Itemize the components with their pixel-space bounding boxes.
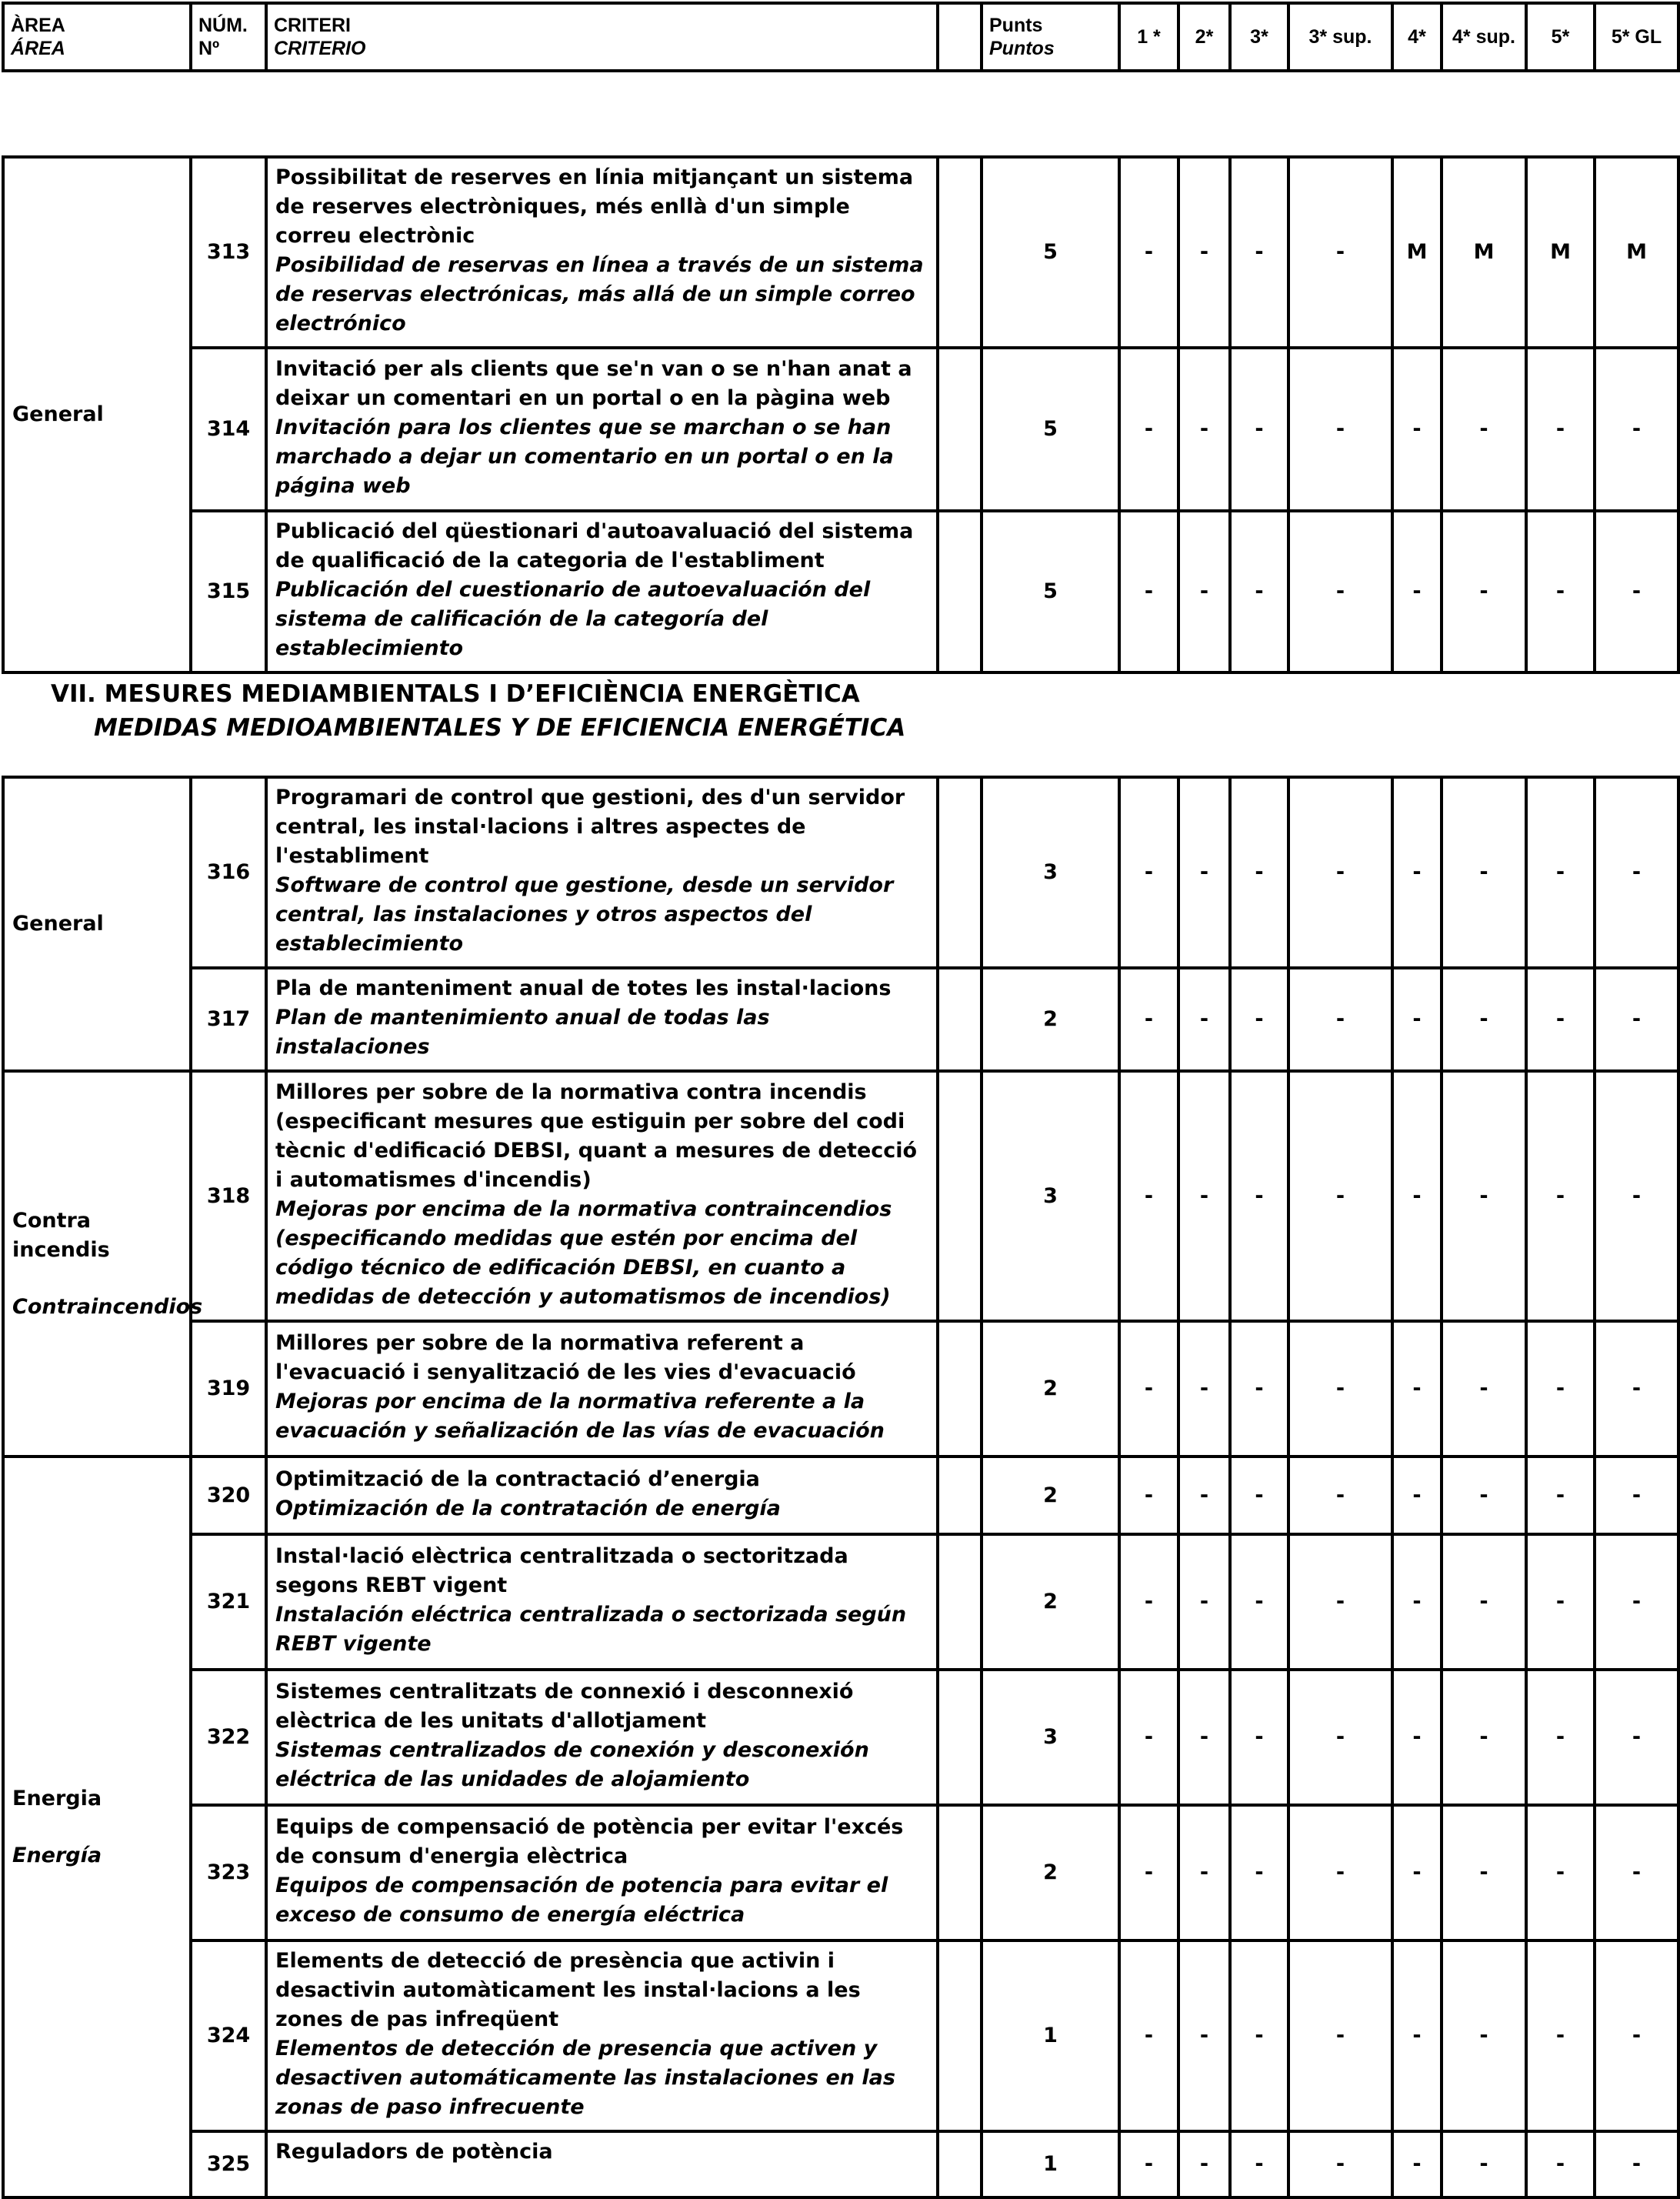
criterion-number: 320 <box>191 1457 266 1534</box>
table-row <box>3 157 1678 348</box>
points-value: 3 <box>982 777 1119 968</box>
category-value: - <box>1178 348 1230 511</box>
criteria-table-environment <box>2 776 1680 2199</box>
criterion-cell <box>266 1940 938 2131</box>
criterion-number: 324 <box>191 1940 266 2131</box>
table-row <box>3 1805 1678 1940</box>
category-value: - <box>1119 157 1178 348</box>
category-value: M <box>1392 157 1442 348</box>
table-row <box>3 968 1678 1071</box>
category-value: - <box>1526 1457 1595 1534</box>
criterion-text-ca: Elements de detecció de presència que activin i desactivin automàticament les instal·lacions a les zones de pas infreqüent <box>275 1949 861 2031</box>
category-value: - <box>1119 1457 1178 1534</box>
category-value: - <box>1392 968 1442 1071</box>
category-value: - <box>1526 1670 1595 1805</box>
criterion-text-es: Plan de mantenimiento anual de todas las instalaciones <box>275 1006 770 1059</box>
category-value: - <box>1288 1457 1392 1534</box>
table-row <box>3 1534 1678 1670</box>
category-value: - <box>1230 1534 1288 1670</box>
blank-cell <box>938 1457 982 1534</box>
criterion-number: 319 <box>191 1321 266 1457</box>
category-value: M <box>1442 157 1526 348</box>
criterion-number: 314 <box>191 348 266 511</box>
criterion-text-ca: Publicació del qüestionari d'autoavaluació del sistema de qualificació de la categoria de l'establiment <box>275 519 914 572</box>
criterion-cell <box>266 348 938 511</box>
category-value: - <box>1595 1457 1678 1534</box>
criterion-number: 313 <box>191 157 266 348</box>
criterion-text-es: Publicación del cuestionario de autoevaluación del sistema de calificación de la categoría del establecimiento <box>275 578 871 660</box>
category-value: - <box>1442 1940 1526 2131</box>
criterion-text-ca: Pla de manteniment anual de totes les instal·lacions <box>275 976 892 1000</box>
area-cell <box>3 1457 191 2197</box>
category-value: - <box>1526 1534 1595 1670</box>
criterion-text-es: Posibilidad de reservas en línea a través de un sistema de reservas electrónicas, más allá de un simple correo electrónico <box>275 253 924 335</box>
category-value: M <box>1595 157 1678 348</box>
table-row <box>3 1670 1678 1805</box>
category-value: - <box>1288 1321 1392 1457</box>
criterion-text-es: Elementos de detección de presencia que activen y desactiven automáticamente las instalaciones en las zonas de paso infrecuente <box>275 2037 895 2119</box>
blank-cell <box>938 348 982 511</box>
category-value: - <box>1230 1940 1288 2131</box>
criterion-text-ca: Instal·lació elèctrica centralitzada o sectoritzada segons REBT vigent <box>275 1544 848 1597</box>
criterion-text-ca: Millores per sobre de la normativa contra incendis (especificant mesures que estiguin per sobre del codi tècnic d'edificació DEBSI, quant a mesures de detecció i automatismes d'incendis) <box>275 1079 918 1192</box>
category-value: - <box>1595 348 1678 511</box>
category-value: - <box>1595 1534 1678 1670</box>
category-value: - <box>1230 1670 1288 1805</box>
category-value: - <box>1119 777 1178 968</box>
category-value: - <box>1288 1534 1392 1670</box>
header-area-ca: ÀREA <box>11 15 65 36</box>
table-row <box>3 348 1678 511</box>
points-value: 2 <box>982 1534 1119 1670</box>
category-value: - <box>1595 1670 1678 1805</box>
criterion-number: 316 <box>191 777 266 968</box>
header-criteri-es: CRITERIO <box>274 38 366 59</box>
category-value: - <box>1119 1940 1178 2131</box>
criterion-text-ca: Millores per sobre de la normativa referent a l'evacuació i senyalització de les vies d'evacuació <box>275 1331 856 1384</box>
criterion-cell <box>266 2131 938 2197</box>
area-cell <box>3 157 191 672</box>
category-value: - <box>1230 348 1288 511</box>
section-title-es: MEDIDAS MEDIOAMBIENTALES Y DE EFICIENCIA ENERGÉTICA <box>94 714 906 742</box>
category-value: - <box>1392 1071 1442 1321</box>
column-header-table <box>2 2 1680 72</box>
category-value: - <box>1526 1321 1595 1457</box>
category-value: - <box>1595 511 1678 672</box>
table-row <box>3 2131 1678 2197</box>
criterion-cell <box>266 511 938 672</box>
criterion-text-ca: Programari de control que gestioni, des d'un servidor central, les instal·lacions i altres aspectes de l'establiment <box>275 786 905 868</box>
category-value: - <box>1119 1670 1178 1805</box>
header-cat-5: 5* <box>1526 3 1595 71</box>
header-cat-5gl: 5* GL <box>1595 3 1678 71</box>
criterion-text-ca: Sistemes centralitzats de connexió i desconnexió elèctrica de les unitats d'allotjament <box>275 1680 854 1733</box>
category-value: - <box>1526 777 1595 968</box>
category-value: - <box>1595 1940 1678 2131</box>
category-value: - <box>1119 2131 1178 2197</box>
category-value: - <box>1288 2131 1392 2197</box>
category-value: - <box>1595 777 1678 968</box>
points-value: 1 <box>982 2131 1119 2197</box>
criterion-number: 321 <box>191 1534 266 1670</box>
category-value: - <box>1392 1534 1442 1670</box>
category-value: - <box>1442 1534 1526 1670</box>
points-value: 5 <box>982 511 1119 672</box>
header-num <box>191 3 266 71</box>
category-value: - <box>1288 1670 1392 1805</box>
header-cat-1: 1 * <box>1119 3 1178 71</box>
category-value: - <box>1392 1457 1442 1534</box>
category-value: - <box>1178 1805 1230 1940</box>
area-label-ca: Energia <box>12 1786 102 1810</box>
blank-cell <box>938 1805 982 1940</box>
criterion-cell <box>266 1534 938 1670</box>
category-value: - <box>1526 1805 1595 1940</box>
criterion-text-es: Software de control que gestione, desde un servidor central, las instalaciones y otros aspectos del establecimiento <box>275 873 894 956</box>
category-value: - <box>1526 348 1595 511</box>
category-value: - <box>1442 1071 1526 1321</box>
header-cat-3: 3* <box>1230 3 1288 71</box>
points-value: 2 <box>982 1457 1119 1534</box>
criterion-text-es: Mejoras por encima de la normativa contraincendios (especificando medidas que estén por encima del código técnico de edificación DEBSI, en cuanto a medidas de detección y automatismos de incendios) <box>275 1196 892 1309</box>
category-value: - <box>1526 2131 1595 2197</box>
criterion-cell <box>266 1321 938 1457</box>
category-value: - <box>1230 968 1288 1071</box>
table-row <box>3 1071 1678 1321</box>
header-blank <box>938 3 982 71</box>
category-value: - <box>1288 157 1392 348</box>
table-row <box>3 1321 1678 1457</box>
header-num-ca: NÚM. <box>198 15 248 36</box>
category-value: - <box>1288 968 1392 1071</box>
category-value: - <box>1119 1321 1178 1457</box>
category-value: - <box>1392 1321 1442 1457</box>
category-value: - <box>1442 777 1526 968</box>
category-value: - <box>1442 1805 1526 1940</box>
area-cell <box>3 1071 203 1457</box>
category-value: - <box>1442 1457 1526 1534</box>
category-value: - <box>1178 1457 1230 1534</box>
criterion-cell <box>266 1457 938 1534</box>
section-title-ca: VII. MESURES MEDIAMBIENTALS I D’EFICIÈNCIA ENERGÈTICA <box>51 680 860 708</box>
category-value: - <box>1526 968 1595 1071</box>
category-value: - <box>1119 1805 1178 1940</box>
section-title <box>51 677 905 745</box>
category-value: - <box>1119 1534 1178 1670</box>
category-value: - <box>1178 1071 1230 1321</box>
criteria-table-general <box>2 155 1680 674</box>
category-value: - <box>1526 1940 1595 2131</box>
category-value: M <box>1526 157 1595 348</box>
criterion-text-ca: Reguladors de potència <box>275 2140 553 2164</box>
category-value: - <box>1442 348 1526 511</box>
category-value: - <box>1119 348 1178 511</box>
category-value: - <box>1595 1071 1678 1321</box>
criterion-text-ca: Equips de compensació de potència per evitar l'excés de consum d'energia elèctrica <box>275 1815 904 1868</box>
category-value: - <box>1119 1071 1178 1321</box>
header-criteri-ca: CRITERI <box>274 15 351 36</box>
criterion-text-ca: Optimització de la contractació d’energia <box>275 1467 760 1491</box>
points-value: 3 <box>982 1670 1119 1805</box>
category-value: - <box>1442 2131 1526 2197</box>
criterion-number: 323 <box>191 1805 266 1940</box>
criterion-text-es: Invitación para los clientes que se marchan o se han marchado a dejar un comentario en un portal o en la página web <box>275 415 894 498</box>
category-value: - <box>1178 968 1230 1071</box>
category-value: - <box>1230 1071 1288 1321</box>
header-area <box>3 3 191 71</box>
criterion-text-ca: Invitació per als clients que se'n van o se n'han anat a deixar un comentari en un portal o en la pàgina web <box>275 357 912 410</box>
header-area-es: ÁREA <box>11 38 65 59</box>
area-label-ca: General <box>12 912 104 936</box>
header-criteri <box>266 3 938 71</box>
criterion-cell <box>266 1805 938 1940</box>
category-value: - <box>1288 1805 1392 1940</box>
header-cat-4: 4* <box>1392 3 1442 71</box>
criterion-text-es: Instalación eléctrica centralizada o sectorizada según REBT vigente <box>275 1603 907 1656</box>
blank-cell <box>938 968 982 1071</box>
category-value: - <box>1595 1805 1678 1940</box>
table-row <box>3 1940 1678 2131</box>
category-value: - <box>1178 157 1230 348</box>
category-value: - <box>1230 2131 1288 2197</box>
category-value: - <box>1442 968 1526 1071</box>
points-value: 3 <box>982 1071 1119 1321</box>
category-value: - <box>1392 1805 1442 1940</box>
category-value: - <box>1288 1940 1392 2131</box>
criterion-text-es: Equipos de compensación de potencia para evitar el exceso de consumo de energía eléctrica <box>275 1874 888 1927</box>
category-value: - <box>1178 1670 1230 1805</box>
category-value: - <box>1230 511 1288 672</box>
header-cat-4sup: 4* sup. <box>1442 3 1526 71</box>
category-value: - <box>1442 511 1526 672</box>
category-value: - <box>1178 777 1230 968</box>
table-row <box>3 1457 1678 1534</box>
criterion-cell <box>266 1071 938 1321</box>
category-value: - <box>1526 511 1595 672</box>
criterion-cell <box>266 1670 938 1805</box>
category-value: - <box>1230 157 1288 348</box>
blank-cell <box>938 777 982 968</box>
blank-cell <box>938 1534 982 1670</box>
header-cat-2: 2* <box>1178 3 1230 71</box>
category-value: - <box>1392 348 1442 511</box>
category-value: - <box>1288 511 1392 672</box>
points-value: 2 <box>982 1805 1119 1940</box>
category-value: - <box>1230 1805 1288 1940</box>
table-row <box>3 777 1678 968</box>
area-label-ca: Contra incendis <box>12 1208 110 1262</box>
criterion-text-ca: Possibilitat de reserves en línia mitjançant un sistema de reserves electròniques, més enllà d'un simple correu electrònic <box>275 165 914 248</box>
blank-cell <box>938 511 982 672</box>
criterion-cell <box>266 157 938 348</box>
category-value: - <box>1178 1321 1230 1457</box>
category-value: - <box>1442 1321 1526 1457</box>
blank-cell <box>938 1071 982 1321</box>
category-value: - <box>1595 2131 1678 2197</box>
area-cell <box>3 777 191 1071</box>
area-label-es: Energía <box>12 1843 102 1867</box>
criterion-number: 325 <box>191 2131 266 2197</box>
header-punts-ca: Punts <box>989 15 1043 36</box>
category-value: - <box>1595 968 1678 1071</box>
blank-cell <box>938 2131 982 2197</box>
category-value: - <box>1392 511 1442 672</box>
category-value: - <box>1178 2131 1230 2197</box>
points-value: 5 <box>982 157 1119 348</box>
category-value: - <box>1392 1940 1442 2131</box>
category-value: - <box>1392 2131 1442 2197</box>
category-value: - <box>1119 968 1178 1071</box>
category-value: - <box>1288 1071 1392 1321</box>
category-value: - <box>1230 1321 1288 1457</box>
criterion-number: 315 <box>191 511 266 672</box>
category-value: - <box>1178 1940 1230 2131</box>
blank-cell <box>938 1670 982 1805</box>
blank-cell <box>938 1940 982 2131</box>
area-label-ca: General <box>12 402 104 426</box>
category-value: - <box>1392 1670 1442 1805</box>
area-label-es: Contraincendios <box>12 1294 203 1319</box>
category-value: - <box>1526 1071 1595 1321</box>
points-value: 1 <box>982 1940 1119 2131</box>
criterion-text-es: Optimización de la contratación de energía <box>275 1496 781 1520</box>
header-punts <box>982 3 1119 71</box>
points-value: 2 <box>982 1321 1119 1457</box>
table-row <box>3 511 1678 672</box>
category-value: - <box>1288 348 1392 511</box>
criterion-cell <box>266 968 938 1071</box>
points-value: 5 <box>982 348 1119 511</box>
blank-cell <box>938 1321 982 1457</box>
category-value: - <box>1595 1321 1678 1457</box>
header-punts-es: Puntos <box>989 38 1055 59</box>
category-value: - <box>1178 511 1230 672</box>
header-cat-3sup: 3* sup. <box>1288 3 1392 71</box>
criterion-text-es: Mejoras por encima de la normativa referente a la evacuación y señalización de las vías de evacuación <box>275 1390 885 1443</box>
points-value: 2 <box>982 968 1119 1071</box>
category-value: - <box>1442 1670 1526 1805</box>
category-value: - <box>1230 777 1288 968</box>
criterion-cell <box>266 777 938 968</box>
criterion-number: 318 <box>191 1071 266 1321</box>
category-value: - <box>1392 777 1442 968</box>
category-value: - <box>1178 1534 1230 1670</box>
criterion-number: 322 <box>191 1670 266 1805</box>
category-value: - <box>1230 1457 1288 1534</box>
blank-cell <box>938 157 982 348</box>
header-num-es: Nº <box>198 38 220 59</box>
criterion-text-es: Sistemas centralizados de conexión y desconexión eléctrica de las unidades de alojamiento <box>275 1738 869 1791</box>
category-value: - <box>1119 511 1178 672</box>
category-value: - <box>1288 777 1392 968</box>
criterion-number: 317 <box>191 968 266 1071</box>
